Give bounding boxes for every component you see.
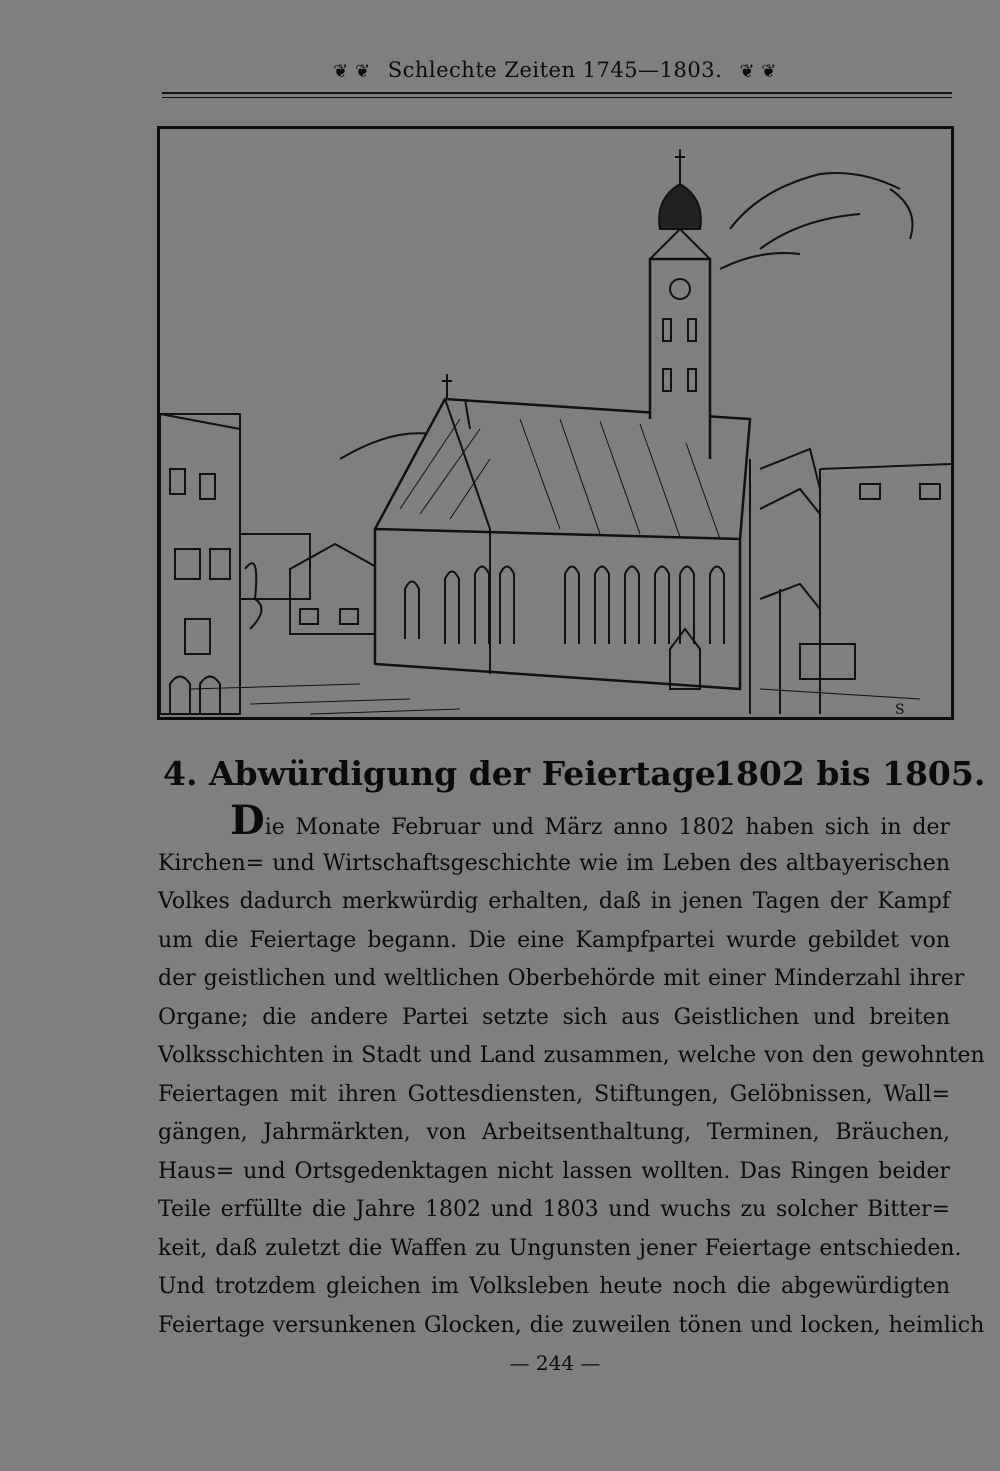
church-drawing-icon — [160, 129, 951, 717]
text-line: keit, daß zuletzt die Waffen zu Ungunsten jener Feiertage entschieden. — [158, 1235, 962, 1261]
body-paragraph — [158, 797, 985, 1345]
ornament-left-icon: ❦ ❦ — [333, 61, 371, 82]
ornament-right-icon: ❦ ❦ — [739, 61, 777, 82]
text-line: Feiertage versunkenen Glocken, die zuweilen tönen und locken, heimlich — [158, 1312, 985, 1338]
text-line: Volkes dadurch merkwürdig erhalten, daß in jenen Tagen der Kampf — [158, 889, 950, 914]
section-heading — [163, 754, 986, 793]
header-rule-thick — [162, 92, 952, 94]
artist-signature: S — [895, 702, 905, 717]
text-line: um die Feiertage begann. Die eine Kampfpartei wurde gebildet von — [158, 927, 950, 953]
section-title: 4. Abwürdigung der Feiertage. — [163, 754, 728, 793]
text-line: Kirchen= und Wirtschaftsgeschichte wie im Leben des altbayerischen — [158, 850, 950, 876]
running-head — [160, 58, 950, 82]
section-years: 1802 bis 1805. — [713, 754, 986, 793]
text-line: der geistlichen und weltlichen Oberbehörde mit einer Minderzahl ihrer — [158, 966, 965, 991]
drop-cap: D — [230, 797, 265, 844]
text-line: Teile erfüllte die Jahre 1802 und 1803 und wuchs zu solcher Bitter= — [158, 1197, 950, 1222]
text-line: Die Monate Februar und März anno 1802 haben sich in der — [230, 797, 950, 844]
text-line: Haus= und Ortsgedenktagen nicht lassen wollten. Das Ringen beider — [158, 1158, 950, 1184]
text-line: Organe; die andere Partei setzte sich aus Geistlichen und breiten — [158, 1004, 950, 1030]
text-line: Volksschichten in Stadt und Land zusammen, welche von den gewohnten — [158, 1043, 985, 1068]
church-illustration — [157, 126, 954, 720]
text-line: Und trotzdem gleichen im Volksleben heute noch die abgewürdigten — [158, 1274, 950, 1299]
text-line: Feiertagen mit ihren Gottesdiensten, Stiftungen, Gelöbnissen, Wall= — [158, 1081, 950, 1107]
running-head-title: Schlechte Zeiten 1745—1803. — [387, 58, 723, 82]
header-rule-thin — [162, 97, 952, 98]
text-line: gängen, Jahrmärkten, von Arbeitsenthaltung, Terminen, Bräuchen, — [158, 1120, 950, 1145]
page-number: — 244 — — [509, 1351, 601, 1375]
